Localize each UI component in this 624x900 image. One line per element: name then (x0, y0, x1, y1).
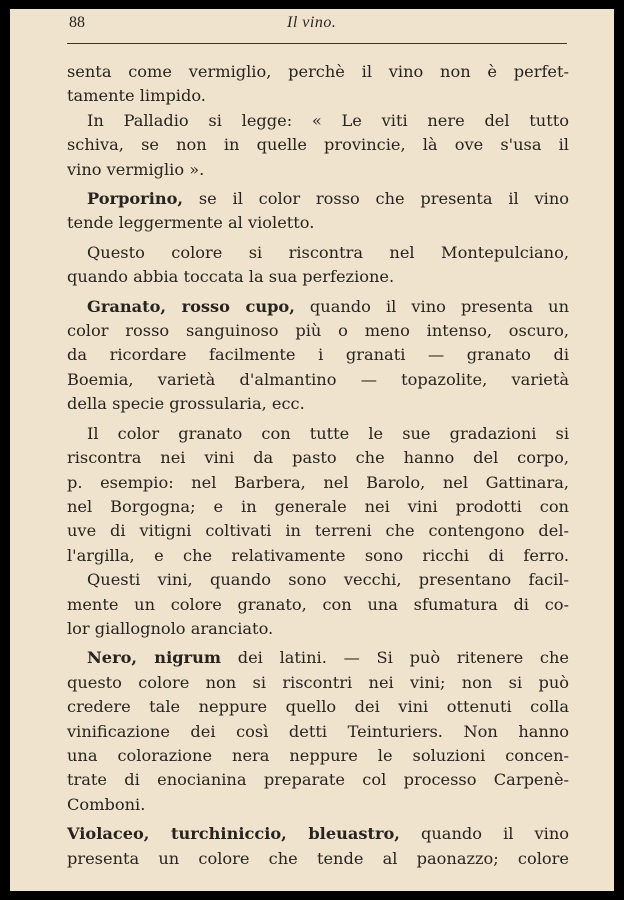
text-line: nel Borgogna; e in generale nei vini prodotti con (67, 496, 569, 516)
text-line: questo colore non si riscontri nei vini; non si può (67, 672, 569, 692)
text-line: uve di vitigni coltivati in terreni che contengono del- (67, 521, 569, 541)
text-line: p. esempio: nel Barbera, nel Barolo, nel Gattinara, (67, 472, 569, 492)
text-line: lor giallognolo aranciato. (67, 618, 274, 638)
header-rule (67, 43, 567, 44)
text-line: Comboni. (67, 794, 146, 814)
text-line: tende leggermente al violetto. (67, 213, 315, 233)
text-line: Questo colore si riscontra nel Montepulciano, (87, 242, 569, 262)
term-violaceo: Violaceo, turchiniccio, bleuastro, (67, 824, 400, 844)
text-line: schiva, se non in quelle provincie, là ove s'usa il (67, 135, 569, 155)
text-line: color rosso sanguinoso più o meno intenso, oscuro, (67, 321, 569, 341)
book-page (10, 9, 614, 891)
term-nero: Nero, nigrum (87, 648, 221, 668)
text-line: riscontra nei vini da pasto che hanno del corpo, (67, 448, 569, 468)
text-line: Violaceo, turchiniccio, bleuastro, quando il vino (67, 824, 569, 844)
text-line: Il color granato con tutte le sue gradazioni si (87, 423, 569, 443)
page-header (67, 9, 567, 45)
text-line: mente un colore granato, con una sfumatura di co- (67, 594, 569, 614)
text-line: una colorazione nera neppure le soluzioni concen- (67, 745, 569, 765)
text-line: Boemia, varietà d'almantino — topazolite, varietà (67, 369, 569, 389)
text-line: Questi vini, quando sono vecchi, presentano facil- (87, 570, 569, 590)
text-line: vinificazione dei così detti Teinturiers. Non hanno (67, 721, 569, 741)
text-line: senta come vermiglio, perchè il vino non è perfet- (67, 62, 569, 81)
running-title: Il vino. (287, 14, 337, 31)
text-line: tamente limpido. (67, 86, 206, 106)
page-number: 88 (69, 14, 85, 31)
text-line: l'argilla, e che relativamente sono ricchi di ferro. (67, 545, 569, 565)
text-line: quando abbia toccata la sua perfezione. (67, 267, 395, 287)
text-line: Nero, nigrum dei latini. — Si può ritenere che (87, 648, 569, 668)
page-body (67, 60, 569, 871)
text-line: In Palladio si legge: « Le viti nere del tutto (87, 110, 569, 130)
term-granato: Granato, rosso cupo, (87, 296, 295, 316)
text-line: vino vermiglio ». (67, 159, 205, 179)
text-line: Granato, rosso cupo, quando il vino presenta un (87, 296, 570, 316)
text-line: trate di enocianina preparate col processo Carpenè- (67, 770, 569, 790)
text-line: credere tale neppure quello dei vini ottenuti colla (67, 697, 569, 717)
text-line: da ricordare facilmente i granati — granato di (67, 345, 569, 365)
text-line: Porporino, se il color rosso che presenta il vino (87, 189, 569, 209)
text-line: presenta un colore che tende al paonazzo; colore (67, 848, 569, 868)
term-porporino: Porporino, (87, 189, 184, 209)
text-line: della specie grossularia, ecc. (67, 394, 305, 414)
